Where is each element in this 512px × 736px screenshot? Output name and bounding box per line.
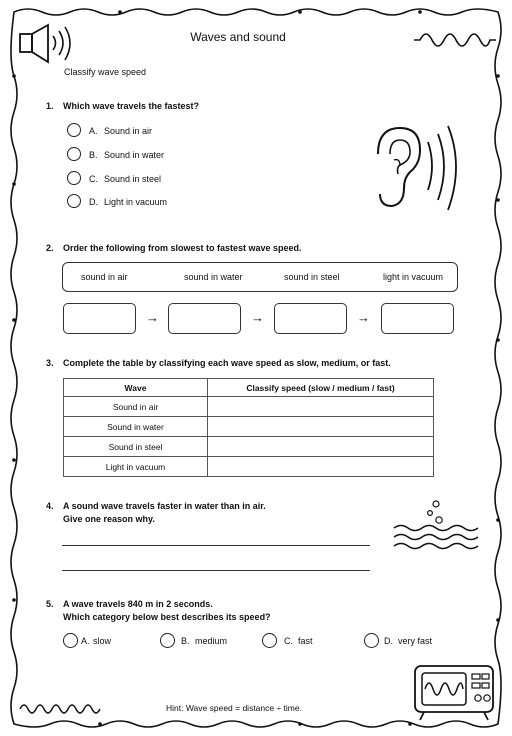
q4-number: 4. <box>46 501 54 511</box>
order-box-2[interactable] <box>168 303 241 334</box>
squiggle-icon <box>18 698 102 720</box>
q2-number: 2. <box>46 243 54 253</box>
q5-option-d-letter: D. <box>384 636 393 646</box>
arrow-icon: → <box>357 310 370 325</box>
q5-option-c-label: fast <box>298 636 313 646</box>
water-wave-icon <box>392 498 484 554</box>
q5-number: 5. <box>46 599 54 609</box>
worksheet-subtitle: Classify wave speed <box>64 67 147 77</box>
table-cell-answer[interactable] <box>208 417 434 437</box>
classification-table <box>63 378 434 477</box>
q5-question-line1: A wave travels 840 m in 2 seconds. <box>63 599 213 609</box>
ear-icon <box>358 120 468 220</box>
hint-text: Hint: Wave speed = distance ÷ time. <box>166 703 302 713</box>
table-row <box>64 437 434 457</box>
table-row <box>64 457 434 477</box>
q1-option-a-letter: A. <box>89 126 98 136</box>
q1-option-d-radio[interactable] <box>67 194 81 208</box>
q1-option-d-label: Light in vacuum <box>104 197 168 207</box>
table-cell-wave: Sound in water <box>64 417 208 437</box>
q2-question: Order the following from slowest to fastest wave speed. <box>63 243 302 253</box>
oscilloscope-icon <box>412 662 498 722</box>
table-row <box>64 397 434 417</box>
word-bank-item[interactable]: sound in steel <box>284 272 340 282</box>
q4-question-line1: A sound wave travels faster in water than in air. <box>63 501 266 511</box>
q5-question-line2: Which category below best describes its speed? <box>63 612 271 622</box>
word-bank-item[interactable]: sound in water <box>184 272 243 282</box>
q1-question: Which wave travels the fastest? <box>63 101 200 111</box>
q1-option-a-label: Sound in air <box>104 126 153 136</box>
q5-option-b-radio[interactable] <box>160 633 175 648</box>
arrow-icon: → <box>251 310 264 325</box>
table-header-classify: Classify speed (slow / medium / fast) <box>208 379 434 397</box>
q1-option-b-radio[interactable] <box>67 147 81 161</box>
order-box-1[interactable] <box>63 303 136 334</box>
table-cell-wave: Sound in steel <box>64 437 208 457</box>
q5-option-d-radio[interactable] <box>364 633 379 648</box>
q5-option-a-label: slow <box>93 636 112 646</box>
q5-option-c-letter: C. <box>284 636 293 646</box>
q1-option-b-label: Sound in water <box>104 150 165 160</box>
q1-option-c-label: Sound in steel <box>104 174 162 184</box>
table-cell-answer[interactable] <box>208 457 434 477</box>
q1-option-b-letter: B. <box>89 150 98 160</box>
q1-option-c-letter: C. <box>89 174 98 184</box>
speaker-icon <box>18 22 74 66</box>
q5-option-b-label: medium <box>195 636 228 646</box>
table-header-wave: Wave <box>64 379 208 397</box>
table-cell-wave: Light in vacuum <box>64 457 208 477</box>
q5-option-c-radio[interactable] <box>262 633 277 648</box>
q4-question-line2: Give one reason why. <box>63 514 155 524</box>
arrow-icon: → <box>146 310 159 325</box>
q5-option-b-letter: B. <box>181 636 190 646</box>
q5-option-a-letter: A. <box>81 636 90 646</box>
order-box-4[interactable] <box>381 303 454 334</box>
page-title: Waves and sound <box>190 30 286 44</box>
answer-line[interactable] <box>62 545 370 546</box>
q1-option-a-radio[interactable] <box>67 123 81 137</box>
q3-question: Complete the table by classifying each wave speed as slow, medium, or fast. <box>63 358 391 368</box>
q1-number: 1. <box>46 101 54 111</box>
q3-number: 3. <box>46 358 54 368</box>
table-cell-answer[interactable] <box>208 437 434 457</box>
q1-option-c-radio[interactable] <box>67 171 81 185</box>
order-box-3[interactable] <box>274 303 347 334</box>
table-cell-answer[interactable] <box>208 397 434 417</box>
word-bank-item[interactable]: sound in air <box>81 272 128 282</box>
q5-option-d-label: very fast <box>398 636 433 646</box>
answer-line[interactable] <box>62 570 370 571</box>
table-cell-wave: Sound in air <box>64 397 208 417</box>
q5-option-a-radio[interactable] <box>63 633 78 648</box>
q1-option-d-letter: D. <box>89 197 98 207</box>
sine-wave-icon <box>414 28 496 52</box>
word-bank-item[interactable]: light in vacuum <box>383 272 444 282</box>
table-row <box>64 417 434 437</box>
